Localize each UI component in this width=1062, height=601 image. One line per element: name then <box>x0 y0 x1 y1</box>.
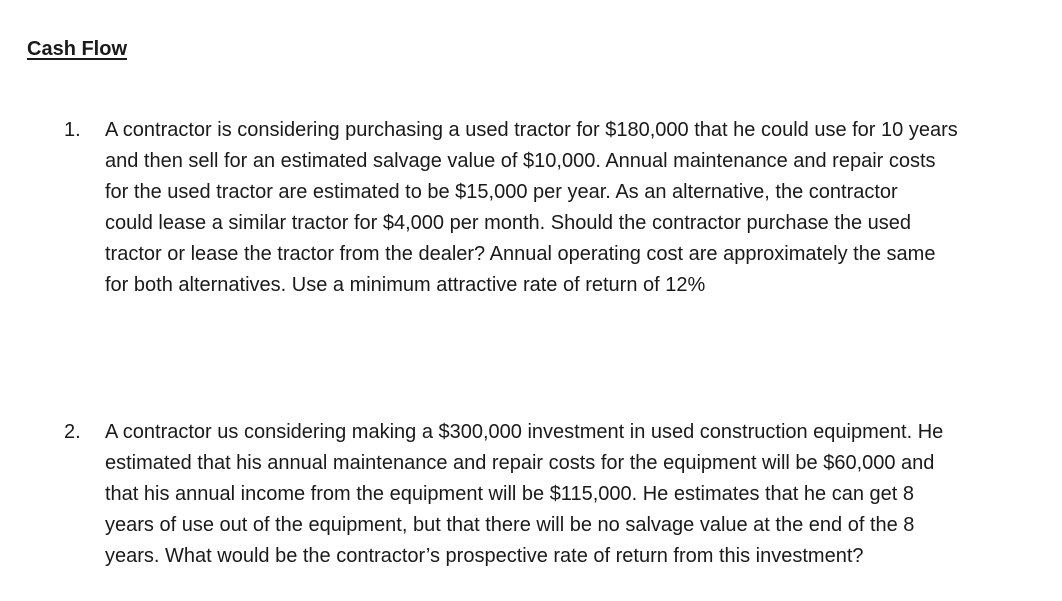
problem-text <box>105 417 1044 572</box>
problem-1 <box>64 115 1044 301</box>
problem-line: tractor or lease the tractor from the dealer? Annual operating cost are approximately the same <box>105 243 936 265</box>
problem-line: for the used tractor are estimated to be $15,000 per year. As an alternative, the contractor <box>105 181 898 203</box>
problem-line: years. What would be the contractor’s prospective rate of return from this investment? <box>105 545 864 567</box>
problem-line: estimated that his annual maintenance and repair costs for the equipment will be $60,000 and <box>105 452 935 474</box>
problem-line: A contractor us considering making a $300,000 investment in used construction equipment. He <box>105 421 944 443</box>
problem-line: could lease a similar tractor for $4,000 per month. Should the contractor purchase the used <box>105 212 912 234</box>
problem-2 <box>64 417 1044 572</box>
problem-text <box>105 115 1044 301</box>
page-title: Cash Flow <box>27 38 128 60</box>
problem-line: and then sell for an estimated salvage value of $10,000. Annual maintenance and repair costs <box>105 150 936 172</box>
problem-number: 1. <box>64 119 81 141</box>
problem-line: for both alternatives. Use a minimum attractive rate of return of 12% <box>105 274 706 296</box>
problem-number: 2. <box>64 421 81 443</box>
problem-line: years of use out of the equipment, but that there will be no salvage value at the end of the 8 <box>105 514 915 536</box>
problem-line: A contractor is considering purchasing a used tractor for $180,000 that he could use for 10 years <box>105 119 958 141</box>
problem-line: that his annual income from the equipment will be $115,000. He estimates that he can get 8 <box>105 483 915 505</box>
